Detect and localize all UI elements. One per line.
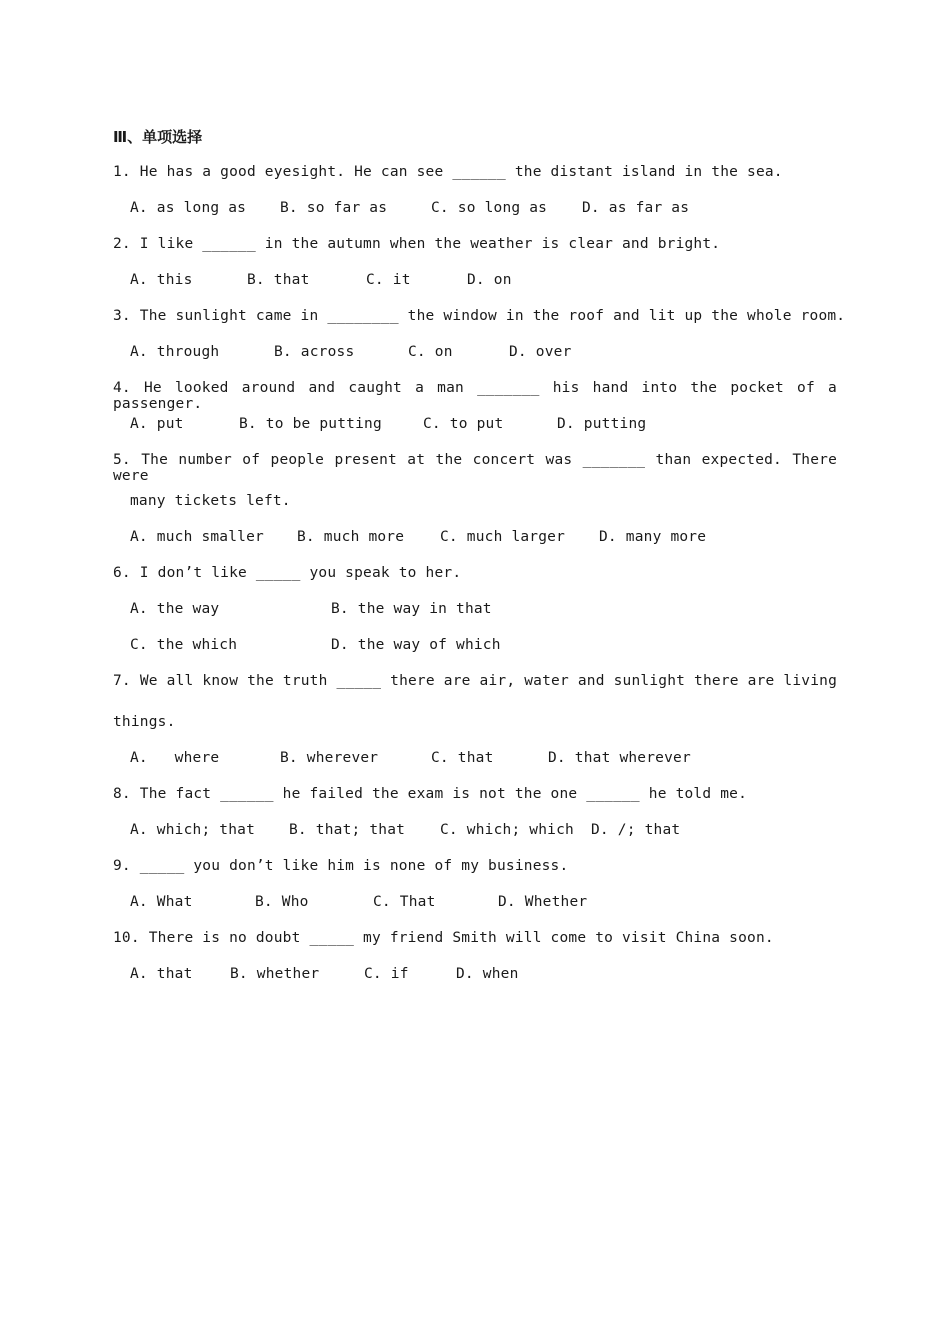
q5-option-c: C. much larger <box>440 529 566 545</box>
q8-option-b: B. that; that <box>289 822 406 838</box>
q7-option-b: B. wherever <box>280 750 379 766</box>
q6-option-b: B. the way in that <box>331 601 492 617</box>
question-8-stem: 8. The fact ______ he failed the exam is not the one ______ he told me. <box>113 786 748 802</box>
q9-option-d: D. Whether <box>498 894 588 910</box>
question-7-stem-continued: things. <box>113 714 176 730</box>
q6-option-c: C. the which <box>130 637 238 653</box>
q4-option-d: D. putting <box>557 416 647 432</box>
q7-option-a: A. where <box>130 750 220 766</box>
q8-option-c: C. which; which <box>440 822 574 838</box>
q6-option-a: A. the way <box>130 601 220 617</box>
q2-option-a: A. this <box>130 272 193 288</box>
q2-option-d: D. on <box>467 272 512 288</box>
q4-option-c: C. to put <box>423 416 504 432</box>
question-7-stem: 7. We all know the truth _____ there are air, water and sunlight there are living <box>113 673 837 689</box>
question-5-stem-continued: many tickets left. <box>130 493 291 509</box>
question-1-stem: 1. He has a good eyesight. He can see ______ the distant island in the sea. <box>113 164 783 180</box>
q10-option-c: C. if <box>364 966 409 982</box>
q10-option-b: B. whether <box>230 966 320 982</box>
q1-option-a: A. as long as <box>130 200 247 216</box>
q7-option-c: C. that <box>431 750 494 766</box>
q1-option-d: D. as far as <box>582 200 690 216</box>
q1-option-b: B. so far as <box>280 200 388 216</box>
q2-option-b: B. that <box>247 272 310 288</box>
section-title: Ⅲ、单项选择 <box>113 128 203 146</box>
q5-option-a: A. much smaller <box>130 529 264 545</box>
q5-option-b: B. much more <box>297 529 405 545</box>
question-5-stem: 5. The number of people present at the concert was _______ than expected. There were <box>113 452 837 484</box>
q1-option-c: C. so long as <box>431 200 548 216</box>
q3-option-d: D. over <box>509 344 572 360</box>
q3-option-c: C. on <box>408 344 453 360</box>
q3-option-a: A. through <box>130 344 220 360</box>
question-10-stem: 10. There is no doubt _____ my friend Smith will come to visit China soon. <box>113 930 774 946</box>
q7-option-d: D. that wherever <box>548 750 691 766</box>
q9-option-b: B. Who <box>255 894 309 910</box>
q10-option-d: D. when <box>456 966 519 982</box>
q5-option-d: D. many more <box>599 529 707 545</box>
q3-option-b: B. across <box>274 344 355 360</box>
question-3-stem: 3. The sunlight came in ________ the window in the roof and lit up the whole room. <box>113 308 846 324</box>
q8-option-a: A. which; that <box>130 822 256 838</box>
q2-option-c: C. it <box>366 272 411 288</box>
q9-option-a: A. What <box>130 894 193 910</box>
question-2-stem: 2. I like ______ in the autumn when the weather is clear and bright. <box>113 236 721 252</box>
q4-option-a: A. put <box>130 416 184 432</box>
q8-option-d: D. /; that <box>591 822 681 838</box>
q4-option-b: B. to be putting <box>239 416 382 432</box>
q10-option-a: A. that <box>130 966 193 982</box>
q9-option-c: C. That <box>373 894 436 910</box>
question-4-stem: 4. He looked around and caught a man _______ his hand into the pocket of a passenger. <box>113 380 837 412</box>
q6-option-d: D. the way of which <box>331 637 501 653</box>
question-9-stem: 9. _____ you don’t like him is none of my business. <box>113 858 569 874</box>
question-6-stem: 6. I don’t like _____ you speak to her. <box>113 565 462 581</box>
